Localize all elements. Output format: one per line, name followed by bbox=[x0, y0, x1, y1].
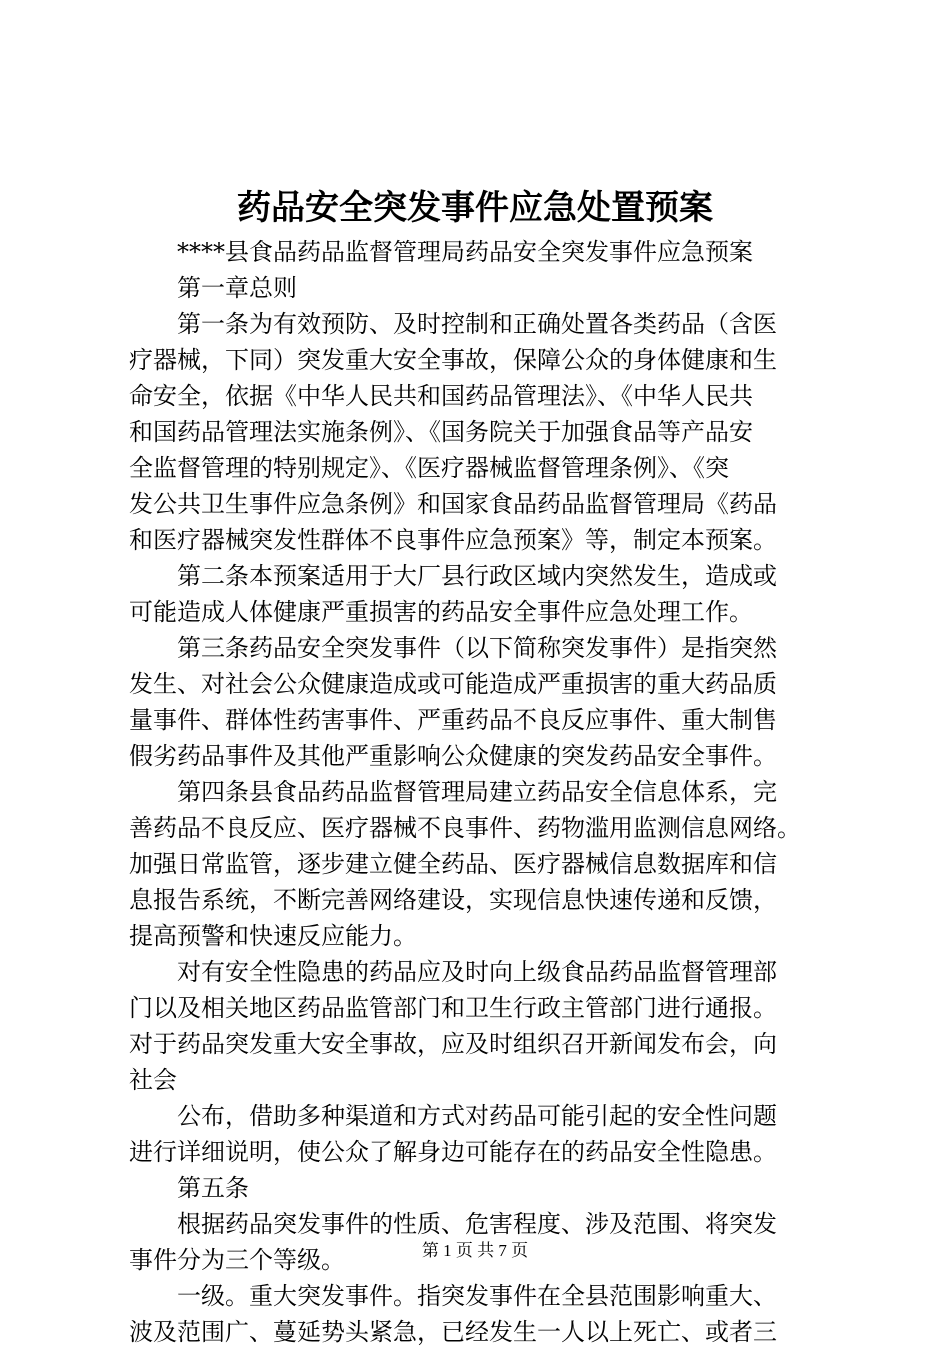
text-line: 命安全，依据《中华人民共和国药品管理法》、《中华人民共 bbox=[129, 382, 753, 410]
text-line: 加强日常监管，逐步建立健全药品、医疗器械信息数据库和信 bbox=[129, 850, 777, 878]
text-line: 假劣药品事件及其他严重影响公众健康的突发药品安全事件。 bbox=[129, 742, 777, 770]
page-footer: 第 1 页 共 7 页 bbox=[421, 1241, 529, 1260]
text-line: 和医疗器械突发性群体不良事件应急预案》等，制定本预案。 bbox=[129, 526, 777, 554]
text-line: 全监督管理的特别规定》、《医疗器械监督管理条例》、《突 bbox=[129, 454, 729, 482]
text-line: 根据药品突发事件的性质、危害程度、涉及范围、将突发 bbox=[177, 1210, 777, 1238]
text-line: 第四条县食品药品监督管理局建立药品安全信息体系，完 bbox=[177, 778, 777, 806]
text-line: 提高预警和快速反应能力。 bbox=[129, 922, 417, 950]
text-line: 可能造成人体健康严重损害的药品安全事件应急处理工作。 bbox=[129, 598, 753, 626]
text-line: 第二条本预案适用于大厂县行政区域内突然发生，造成或 bbox=[177, 562, 777, 590]
document-title: 药品安全突发事件应急处置预案 bbox=[237, 188, 713, 228]
text-line: ****县食品药品监督管理局药品安全突发事件应急预案 bbox=[177, 238, 753, 266]
text-line: 进行详细说明，使公众了解身边可能存在的药品安全性隐患。 bbox=[129, 1138, 777, 1166]
text-line: 第一章总则 bbox=[177, 274, 297, 302]
text-line: 一级。重大突发事件。指突发事件在全县范围影响重大、 bbox=[177, 1282, 777, 1310]
text-line: 社会 bbox=[129, 1066, 177, 1094]
text-line: 息报告系统，不断完善网络建设，实现信息快速传递和反馈， bbox=[129, 886, 777, 914]
text-line: 对于药品突发重大安全事故，应及时组织召开新闻发布会，向 bbox=[129, 1030, 777, 1058]
text-line: 门以及相关地区药品监管部门和卫生行政主管部门进行通报。 bbox=[129, 994, 777, 1022]
text-line: 事件分为三个等级。 bbox=[129, 1246, 345, 1274]
text-line: 疗器械，下同）突发重大安全事故，保障公众的身体健康和生 bbox=[129, 346, 777, 374]
text-line: 对有安全性隐患的药品应及时向上级食品药品监督管理部 bbox=[177, 958, 777, 986]
text-line: 量事件、群体性药害事件、严重药品不良反应事件、重大制售 bbox=[129, 706, 777, 734]
text-line: 和国药品管理法实施条例》、《国务院关于加强食品等产品安 bbox=[129, 418, 753, 446]
text-line: 第三条药品安全突发事件（以下简称突发事件）是指突然 bbox=[177, 634, 777, 662]
text-line: 发生、对社会公众健康造成或可能造成严重损害的重大药品质 bbox=[129, 670, 777, 698]
text-line: 发公共卫生事件应急条例》和国家食品药品监督管理局《药品 bbox=[129, 490, 777, 518]
text-line: 善药品不良反应、医疗器械不良事件、药物滥用监测信息网络。 bbox=[129, 814, 801, 842]
text-line: 公布，借助多种渠道和方式对药品可能引起的安全性问题 bbox=[177, 1102, 777, 1130]
document-body bbox=[129, 234, 829, 1350]
text-line: 第一条为有效预防、及时控制和正确处置各类药品（含医 bbox=[177, 310, 777, 338]
text-line: 波及范围广、蔓延势头紧急，已经发生一人以上死亡、或者三 bbox=[129, 1318, 777, 1346]
text-line: 第五条 bbox=[177, 1174, 249, 1202]
